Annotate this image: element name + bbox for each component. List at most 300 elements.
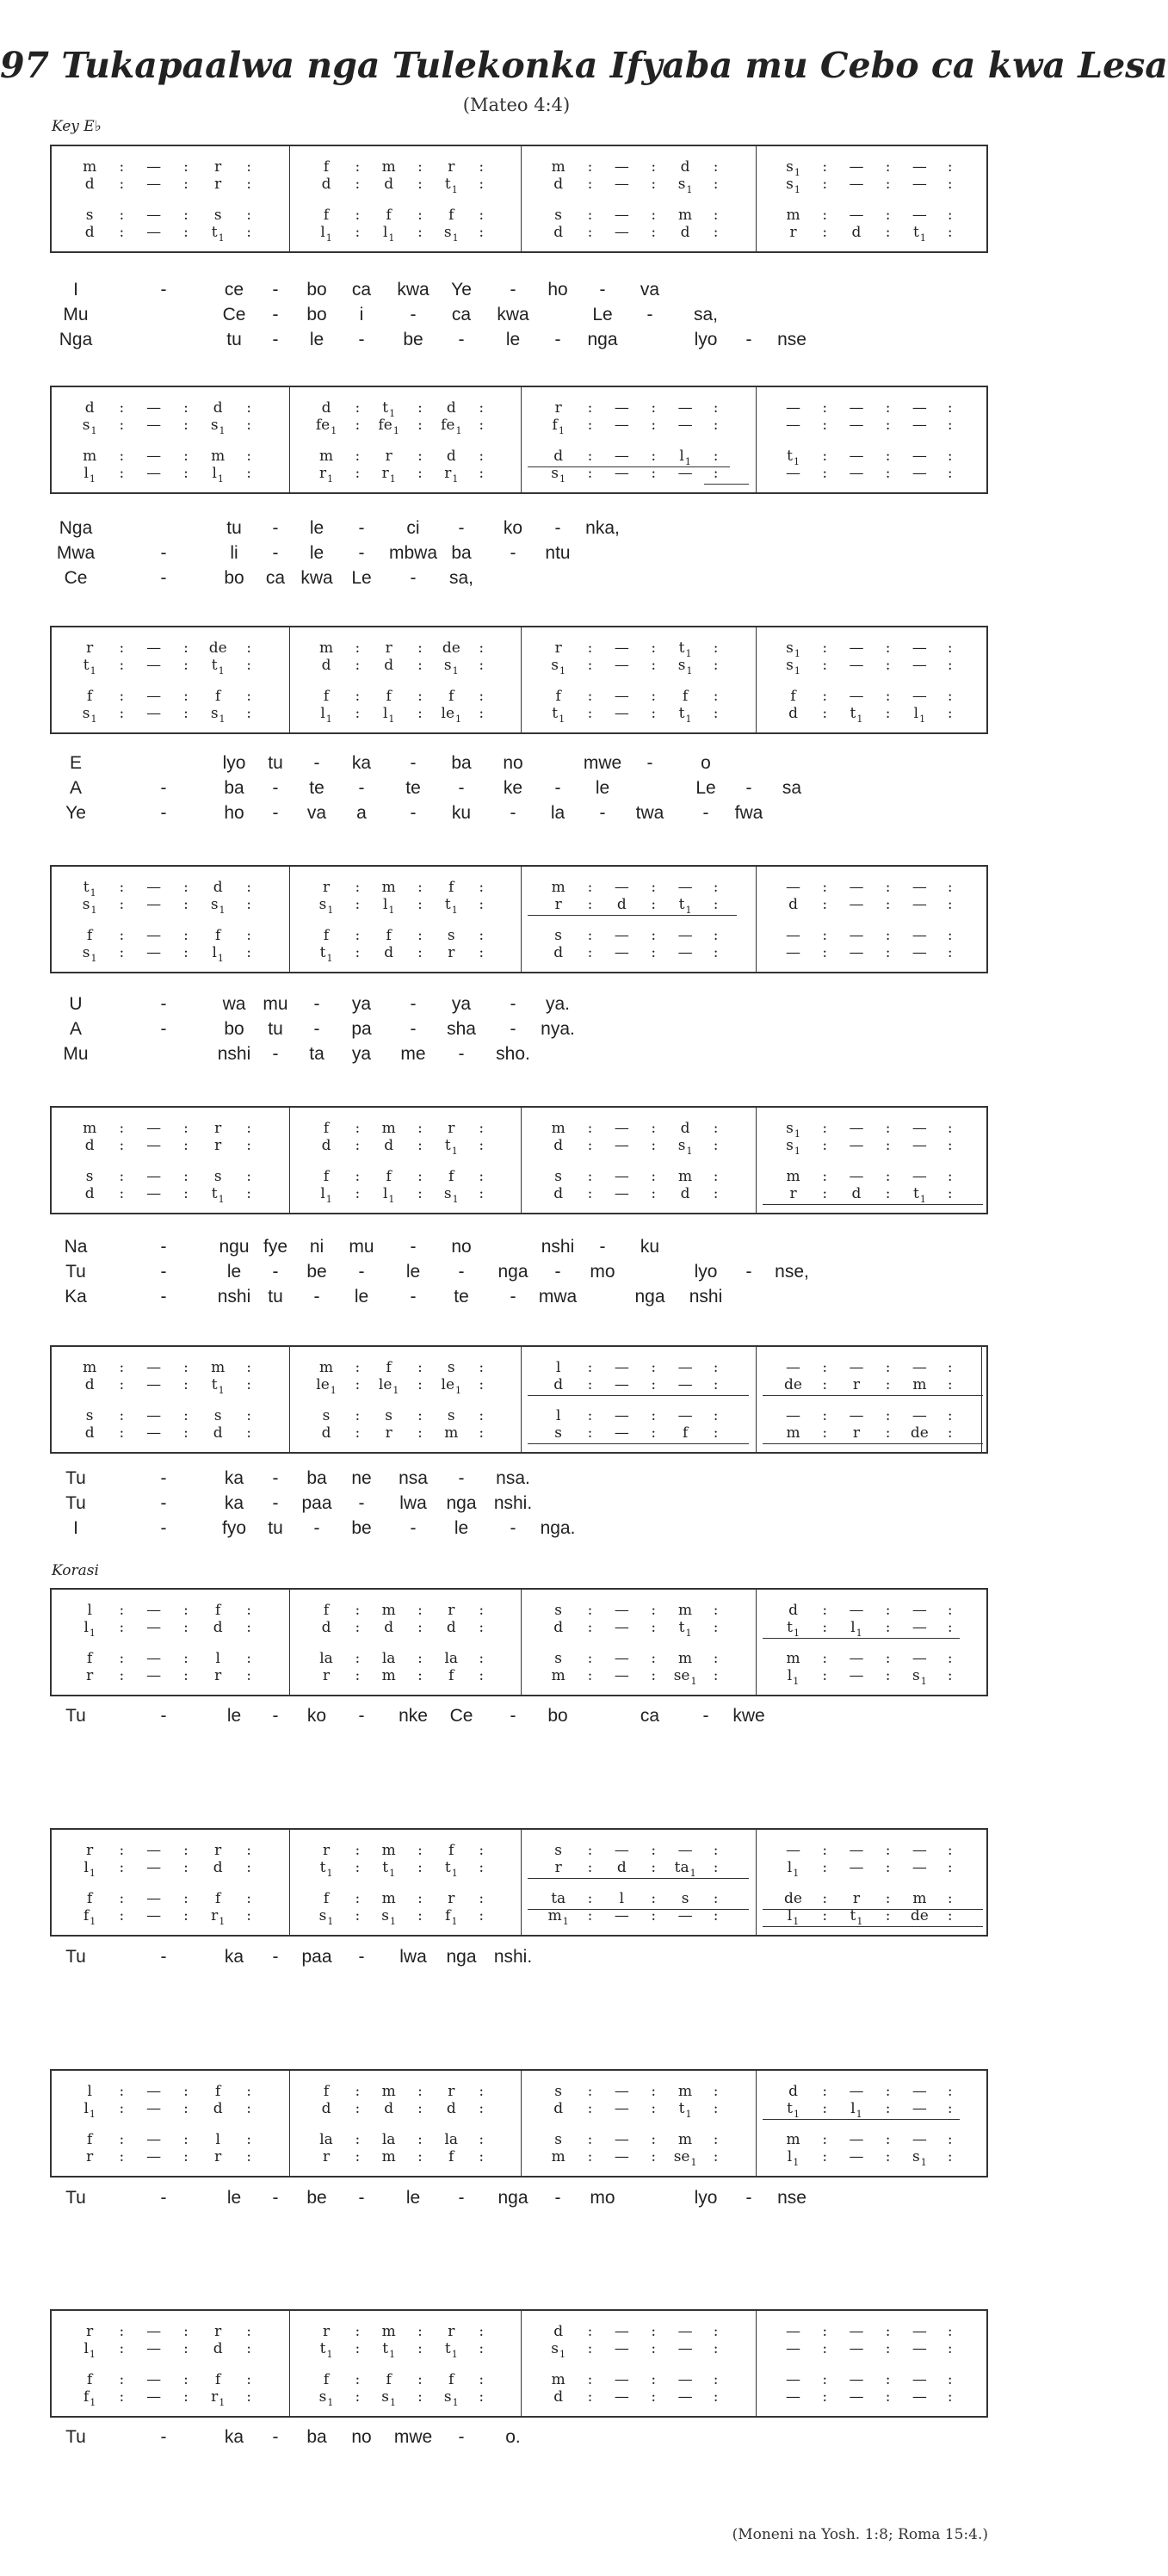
octave-mark: 1: [558, 425, 565, 436]
lyric-syllable: Tu: [65, 2427, 86, 2447]
solfa-syllable: s: [551, 465, 559, 482]
beat-colon: :: [246, 1890, 251, 1907]
beat-colon: :: [587, 1667, 593, 1684]
beat-colon: :: [587, 1407, 593, 1424]
beat-colon: :: [822, 896, 828, 913]
solfa-syllable: f: [215, 927, 221, 944]
solfa-syllable: d: [213, 1619, 223, 1636]
solfa-syllable: f: [87, 2371, 93, 2388]
beat-colon: :: [355, 2083, 361, 2100]
solfa-syllable: f: [87, 1890, 93, 1907]
solfa-note: [374, 2147, 405, 2167]
solfa-syllable: t: [444, 1859, 451, 1876]
octave-mark: 1: [219, 425, 226, 436]
solfa-note: [778, 2387, 809, 2407]
solfa-syllable: t: [382, 2340, 389, 2357]
lyric-syllable: nga: [497, 2188, 528, 2208]
measure-voice: [52, 703, 289, 726]
chorus-label: Korasi: [52, 1562, 99, 1579]
beat-colon: :: [355, 399, 361, 417]
solfa-syllable: r: [385, 448, 392, 465]
syllable-hyphen: -: [554, 1262, 561, 1282]
octave-mark: 1: [388, 713, 395, 725]
beat-colon: :: [713, 2340, 719, 2357]
beat-colon: :: [183, 448, 188, 465]
beat-colon: :: [183, 1859, 188, 1876]
scripture-reference: (Mateo 4:4): [462, 95, 571, 115]
solfa-syllable: —: [849, 1168, 864, 1185]
lyric-syllable: o.: [505, 2427, 521, 2447]
solfa-syllable: —: [912, 417, 927, 434]
beat-colon: :: [183, 1619, 188, 1636]
solfa-syllable: r: [385, 1424, 392, 1442]
beat-colon: :: [246, 639, 251, 657]
beat-colon: :: [947, 399, 953, 417]
beat-colon: :: [417, 207, 423, 224]
solfa-syllable: s: [381, 1907, 390, 1924]
solfa-note: [436, 1183, 467, 1206]
octave-mark: 1: [327, 905, 334, 916]
beat-colon: :: [587, 399, 593, 417]
solfa-note: [311, 1906, 342, 1928]
solfa-syllable: m: [786, 2131, 800, 2148]
solfa-syllable: f: [323, 158, 330, 176]
solfa-note: [841, 1617, 872, 1640]
beat-colon: :: [479, 1602, 485, 1619]
beat-colon: :: [713, 1120, 719, 1137]
lyric-syllable: nga: [446, 1947, 477, 1967]
solfa-note: [311, 942, 342, 965]
solfa-syllable: t: [787, 1619, 793, 1636]
beat-colon: :: [713, 1650, 719, 1667]
solfa-syllable: —: [912, 2323, 927, 2340]
octave-mark: 1: [219, 905, 226, 916]
solfa-syllable: —: [614, 1407, 629, 1424]
solfa-syllable: m: [551, 1667, 565, 1684]
octave-mark: 1: [690, 2157, 697, 2168]
beat-colon: :: [822, 879, 828, 896]
beat-colon: :: [651, 1650, 657, 1667]
beat-colon: :: [587, 417, 593, 434]
solfa-syllable: m: [381, 2148, 396, 2165]
solfa-syllable: d: [553, 1376, 564, 1393]
beat-colon: :: [246, 224, 251, 241]
solfa-syllable: —: [677, 1842, 693, 1859]
beat-colon: :: [479, 417, 485, 434]
solfa-note: [139, 894, 170, 915]
lyric-syllable: mo: [590, 1262, 615, 1282]
beat-colon: :: [885, 2340, 891, 2357]
solfa-syllable: —: [912, 1359, 927, 1376]
solfa-syllable: l: [619, 1890, 625, 1907]
octave-mark: 1: [389, 408, 396, 419]
beat-colon: :: [355, 1859, 361, 1876]
lyric-syllable: va: [306, 803, 327, 823]
beat-colon: :: [587, 2371, 593, 2388]
solfa-note: [74, 415, 105, 437]
solfa-syllable: —: [849, 417, 864, 434]
solfa-note: [904, 703, 935, 726]
solfa-syllable: —: [849, 1859, 864, 1876]
solfa-note: [778, 222, 809, 243]
octave-mark: 1: [389, 2349, 396, 2360]
solfa-syllable: —: [614, 399, 629, 417]
octave-mark: 1: [218, 1194, 225, 1205]
syllable-hyphen: -: [646, 753, 653, 773]
octave-mark: 1: [89, 2109, 96, 2120]
solfa-syllable: d: [321, 1424, 331, 1442]
solfa-note: [606, 1374, 637, 1395]
slur-line: [528, 1909, 749, 1910]
solfa-note: [74, 703, 105, 726]
slur-line: [528, 915, 737, 916]
lyric-syllable: a: [356, 803, 367, 823]
lyric-syllable: ca: [451, 305, 472, 324]
solfa-syllable: —: [146, 1842, 162, 1859]
octave-mark: 1: [685, 713, 692, 725]
lyric-syllable: U: [69, 994, 83, 1014]
beat-colon: :: [355, 2131, 361, 2148]
solfa-syllable: d: [553, 1619, 564, 1636]
solfa-syllable: —: [677, 1359, 693, 1376]
beat-colon: :: [651, 2148, 657, 2165]
solfa-syllable: d: [321, 2100, 331, 2117]
beat-colon: :: [246, 2131, 251, 2148]
measure-voice: [521, 1423, 756, 1445]
beat-colon: :: [119, 1842, 125, 1859]
solfa-syllable: r: [448, 2083, 455, 2100]
lyric-syllable: bo: [224, 568, 244, 588]
lyric-syllable: nshi: [217, 1044, 251, 1064]
solfa-syllable: r: [214, 176, 222, 193]
lyric-syllable: ba: [224, 778, 244, 798]
measure-voice: [289, 415, 521, 437]
solfa-note: [778, 703, 809, 724]
beat-colon: :: [479, 927, 485, 944]
beat-colon: :: [355, 1619, 361, 1636]
beat-colon: :: [183, 688, 188, 705]
beat-colon: :: [246, 1602, 251, 1619]
beat-colon: :: [417, 2131, 423, 2148]
solfa-syllable: —: [786, 2323, 801, 2340]
beat-colon: :: [885, 1137, 891, 1154]
measure-voice: [521, 1665, 756, 1688]
beat-colon: :: [587, 1424, 593, 1442]
syllable-hyphen: -: [272, 1262, 279, 1282]
solfa-syllable: r: [214, 2323, 222, 2340]
beat-colon: :: [479, 1859, 485, 1876]
lyric-syllable: Mu: [63, 1044, 89, 1064]
beat-colon: :: [119, 2131, 125, 2148]
music-system: [50, 2069, 988, 2178]
slur-line: [528, 466, 730, 467]
solfa-syllable: d: [84, 176, 95, 193]
solfa-syllable: f: [323, 2371, 330, 2388]
octave-mark: 1: [390, 1916, 397, 1927]
beat-colon: :: [651, 927, 657, 944]
solfa-syllable: r: [214, 1137, 222, 1154]
lyric-syllable: ba: [306, 2427, 327, 2447]
solfa-note: [670, 1617, 701, 1640]
beat-colon: :: [587, 944, 593, 961]
music-system: [50, 145, 988, 253]
solfa-syllable: de: [442, 639, 460, 657]
solfa-syllable: —: [146, 1907, 162, 1924]
solfa-syllable: —: [912, 1137, 927, 1154]
solfa-syllable: f: [323, 688, 330, 705]
measure-voice: [521, 2098, 756, 2121]
beat-colon: :: [713, 639, 719, 657]
syllable-hyphen: -: [160, 2188, 167, 2208]
solfa-note: [904, 942, 935, 963]
solfa-syllable: la: [444, 1650, 459, 1667]
solfa-syllable: d: [321, 1137, 331, 1154]
solfa-note: [74, 174, 105, 195]
beat-colon: :: [183, 2340, 188, 2357]
solfa-note: [670, 2338, 701, 2359]
beat-colon: :: [183, 2148, 188, 2165]
beat-colon: :: [885, 1168, 891, 1185]
solfa-note: [904, 1374, 935, 1395]
syllable-hyphen: -: [160, 1019, 167, 1039]
syllable-hyphen: -: [358, 1493, 365, 1513]
beat-colon: :: [119, 927, 125, 944]
solfa-syllable: —: [912, 2100, 927, 2117]
beat-colon: :: [822, 176, 828, 193]
solfa-syllable: d: [553, 1137, 564, 1154]
solfa-syllable: l: [679, 448, 684, 465]
lyric-syllable: Ce: [222, 305, 246, 324]
lyric-syllable: bo: [547, 1706, 568, 1726]
beat-colon: :: [479, 2148, 485, 2165]
solfa-syllable: —: [146, 944, 162, 961]
solfa-syllable: s: [554, 2083, 563, 2100]
solfa-syllable: f: [215, 1602, 221, 1619]
syllable-hyphen: -: [358, 1947, 365, 1967]
beat-colon: :: [947, 1168, 953, 1185]
solfa-syllable: —: [146, 224, 162, 241]
syllable-hyphen: -: [554, 778, 561, 798]
beat-colon: :: [587, 2083, 593, 2100]
beat-colon: :: [947, 2388, 953, 2406]
octave-mark: 1: [326, 2349, 333, 2360]
solfa-syllable: r: [211, 2388, 219, 2406]
solfa-syllable: d: [213, 2340, 223, 2357]
beat-colon: :: [713, 1619, 719, 1636]
solfa-note: [202, 942, 233, 965]
beat-colon: :: [822, 639, 828, 657]
syllable-hyphen: -: [358, 518, 365, 538]
beat-colon: :: [417, 639, 423, 657]
solfa-syllable: d: [84, 224, 95, 241]
syllable-hyphen: -: [554, 330, 561, 349]
octave-mark: 1: [217, 953, 224, 964]
beat-colon: :: [651, 465, 657, 482]
octave-mark: 1: [89, 473, 96, 485]
solfa-note: [436, 1423, 467, 1443]
measure-voice: [52, 1374, 289, 1397]
measure-voice: [521, 415, 756, 437]
solfa-syllable: le: [316, 1376, 330, 1393]
solfa-syllable: —: [849, 944, 864, 961]
solfa-syllable: s: [85, 1407, 94, 1424]
solfa-note: [202, 1374, 233, 1397]
solfa-syllable: la: [381, 2131, 396, 2148]
measure-voice: [52, 1617, 289, 1640]
beat-colon: :: [355, 417, 361, 434]
solfa-syllable: t: [912, 224, 919, 241]
beat-colon: :: [947, 2371, 953, 2388]
octave-mark: 1: [451, 1916, 458, 1927]
solfa-note: [778, 2338, 809, 2359]
solfa-note: [311, 1857, 342, 1880]
solfa-syllable: m: [678, 1650, 693, 1667]
solfa-syllable: t: [850, 1907, 856, 1924]
solfa-syllable: d: [553, 944, 564, 961]
solfa-syllable: r: [86, 1842, 94, 1859]
lyric-line: [0, 1042, 1033, 1066]
lyric-syllable: Tu: [65, 1706, 86, 1726]
syllable-hyphen: -: [702, 1706, 709, 1726]
solfa-syllable: s: [677, 657, 686, 674]
solfa-syllable: se: [673, 2148, 690, 2165]
solfa-syllable: m: [678, 2131, 693, 2148]
beat-colon: :: [119, 944, 125, 961]
solfa-syllable: r: [554, 399, 562, 417]
solfa-syllable: m: [547, 1907, 562, 1924]
solfa-syllable: —: [614, 1650, 629, 1667]
solfa-syllable: l: [787, 2148, 793, 2165]
lyric-line: [0, 1235, 1033, 1259]
beat-colon: :: [822, 2100, 828, 2117]
solfa-note: [778, 415, 809, 436]
solfa-note: [606, 1183, 637, 1204]
beat-colon: :: [183, 1424, 188, 1442]
lyric-syllable: Ye: [65, 803, 86, 823]
beat-colon: :: [885, 2323, 891, 2340]
slur-line: [763, 1395, 983, 1396]
solfa-syllable: s: [82, 417, 90, 434]
beat-colon: :: [417, 1842, 423, 1859]
solfa-syllable: la: [381, 1650, 396, 1667]
solfa-syllable: de: [910, 1907, 929, 1924]
octave-mark: 1: [856, 1916, 863, 1927]
lyric-syllable: mu: [349, 1237, 374, 1257]
beat-colon: :: [651, 1842, 657, 1859]
syllable-hyphen: -: [458, 1468, 465, 1488]
beat-colon: :: [183, 2388, 188, 2406]
solfa-syllable: —: [146, 1650, 162, 1667]
solfa-syllable: s: [786, 158, 794, 176]
beat-colon: :: [822, 1407, 828, 1424]
solfa-syllable: —: [614, 2388, 629, 2406]
solfa-syllable: m: [551, 2371, 565, 2388]
beat-colon: :: [479, 1407, 485, 1424]
solfa-note: [841, 2147, 872, 2167]
syllable-hyphen: -: [410, 803, 417, 823]
beat-colon: :: [822, 657, 828, 674]
solfa-syllable: —: [614, 2083, 629, 2100]
solfa-note: [74, 1423, 105, 1443]
syllable-hyphen: -: [599, 280, 606, 300]
solfa-note: [670, 655, 701, 677]
beat-colon: :: [246, 1619, 251, 1636]
solfa-syllable: —: [849, 1137, 864, 1154]
lyric-syllable: Ce: [449, 1706, 473, 1726]
solfa-syllable: —: [146, 1859, 162, 1876]
beat-colon: :: [246, 1859, 251, 1876]
beat-colon: :: [119, 2083, 125, 2100]
beat-colon: :: [479, 176, 485, 193]
octave-mark: 1: [455, 425, 462, 436]
solfa-note: [311, 463, 342, 485]
solfa-syllable: —: [614, 2131, 629, 2148]
lyric-syllable: i: [359, 305, 364, 324]
lyric-line: [0, 776, 1033, 800]
solfa-syllable: —: [614, 1359, 629, 1376]
beat-colon: :: [479, 1907, 485, 1924]
syllable-hyphen: -: [160, 778, 167, 798]
octave-mark: 1: [794, 648, 800, 659]
beat-colon: :: [947, 158, 953, 176]
solfa-syllable: l: [215, 2131, 220, 2148]
solfa-note: [436, 2147, 467, 2167]
solfa-syllable: —: [614, 1168, 629, 1185]
beat-colon: :: [587, 896, 593, 913]
solfa-syllable: t: [83, 657, 90, 674]
octave-mark: 1: [685, 1628, 692, 1639]
lyric-syllable: le: [405, 2188, 421, 2208]
solfa-syllable: —: [786, 1407, 801, 1424]
beat-colon: :: [713, 207, 719, 224]
beat-colon: :: [417, 2148, 423, 2165]
solfa-note: [74, 2098, 105, 2121]
solfa-syllable: —: [146, 1890, 162, 1907]
solfa-note: [374, 1135, 405, 1156]
beat-colon: :: [651, 896, 657, 913]
beat-colon: :: [587, 1168, 593, 1185]
solfa-syllable: —: [614, 944, 629, 961]
lyric-syllable: nsa: [399, 1468, 428, 1488]
beat-colon: :: [183, 224, 188, 241]
beat-colon: :: [822, 1907, 828, 1924]
beat-colon: :: [479, 705, 485, 722]
beat-colon: :: [417, 399, 423, 417]
solfa-syllable: —: [614, 1602, 629, 1619]
beat-colon: :: [587, 705, 593, 722]
solfa-note: [841, 1857, 872, 1878]
solfa-syllable: —: [786, 2371, 801, 2388]
measure-voice: [52, 174, 289, 196]
solfa-syllable: —: [146, 2083, 162, 2100]
beat-colon: :: [587, 1859, 593, 1876]
measure-voice: [289, 1906, 521, 1928]
solfa-note: [139, 415, 170, 436]
solfa-syllable: —: [614, 639, 629, 657]
solfa-syllable: f: [83, 2388, 90, 2406]
beat-colon: :: [355, 705, 361, 722]
solfa-syllable: d: [384, 657, 394, 674]
solfa-syllable: d: [213, 1859, 223, 1876]
solfa-syllable: —: [912, 207, 927, 224]
syllable-hyphen: -: [313, 753, 320, 773]
beat-colon: :: [885, 1120, 891, 1137]
solfa-note: [904, 1183, 935, 1206]
beat-colon: :: [651, 1619, 657, 1636]
beat-colon: :: [183, 1168, 188, 1185]
solfa-syllable: r: [381, 465, 389, 482]
beat-colon: :: [651, 399, 657, 417]
